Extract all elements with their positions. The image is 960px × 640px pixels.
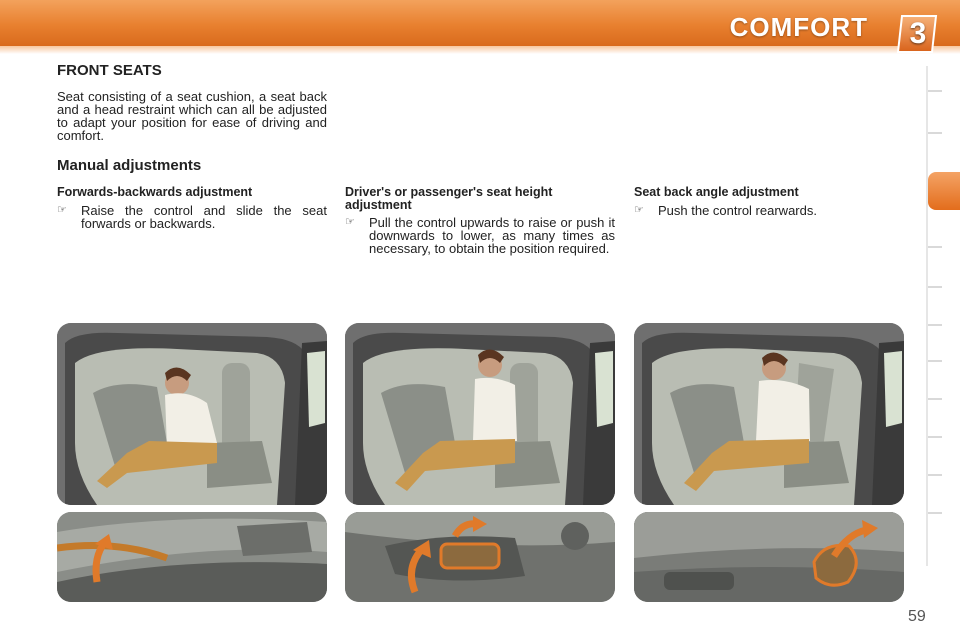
forwards-backwards-control-detail [57,512,327,602]
header-fade [0,46,960,54]
tab-marker[interactable] [928,246,942,248]
tab-marker[interactable] [928,398,942,400]
subsection-title: Manual adjustments [57,157,202,174]
instruction-text: Raise the control and slide the seat forwards or backwards. [81,203,327,231]
seat-height-control-detail [345,512,615,602]
column-heading-forwards-backwards: Forwards-backwards adjustment [57,185,253,199]
chapter-tabs [926,66,948,566]
instruction-forwards-backwards [57,204,327,234]
pointing-hand-icon: ☞ [345,216,355,228]
tab-marker[interactable] [928,360,942,362]
section-title: FRONT SEATS [57,62,162,79]
tab-marker[interactable] [928,324,942,326]
seat-forwards-backwards-photo [57,323,327,505]
instruction-text: Push the control rearwards. [658,203,817,218]
tab-marker[interactable] [928,474,942,476]
page-number: 59 [908,608,926,625]
chapter-number: 3 [909,17,927,50]
instruction-seat-back-angle [634,204,904,220]
tab-marker[interactable] [928,90,942,92]
tab-marker[interactable] [928,512,942,514]
pointing-hand-icon: ☞ [634,204,644,216]
seat-back-angle-photo [634,323,904,505]
chapter-badge [896,14,940,54]
column-heading-seat-back-angle: Seat back angle adjustment [634,185,799,199]
instruction-text: Pull the control upwards to raise or push it downwards to lower, as many times as necessary, to obtain the position required. [369,215,615,256]
intro-paragraph: Seat consisting of a seat cushion, a seat back and a head restraint which can all be adjusted to adapt your position for ease of driving and comfort. [57,89,327,143]
chapter-title: COMFORT [729,12,868,42]
column-heading-seat-height: Driver's or passenger's seat height adjustment [345,185,553,212]
instruction-seat-height [345,216,615,272]
pointing-hand-icon: ☞ [57,204,67,216]
tab-active-chapter[interactable] [928,172,960,210]
tab-marker[interactable] [928,436,942,438]
seat-height-photo [345,323,615,505]
tab-marker[interactable] [928,132,942,134]
tab-marker[interactable] [928,286,942,288]
seat-back-angle-control-detail [634,512,904,602]
